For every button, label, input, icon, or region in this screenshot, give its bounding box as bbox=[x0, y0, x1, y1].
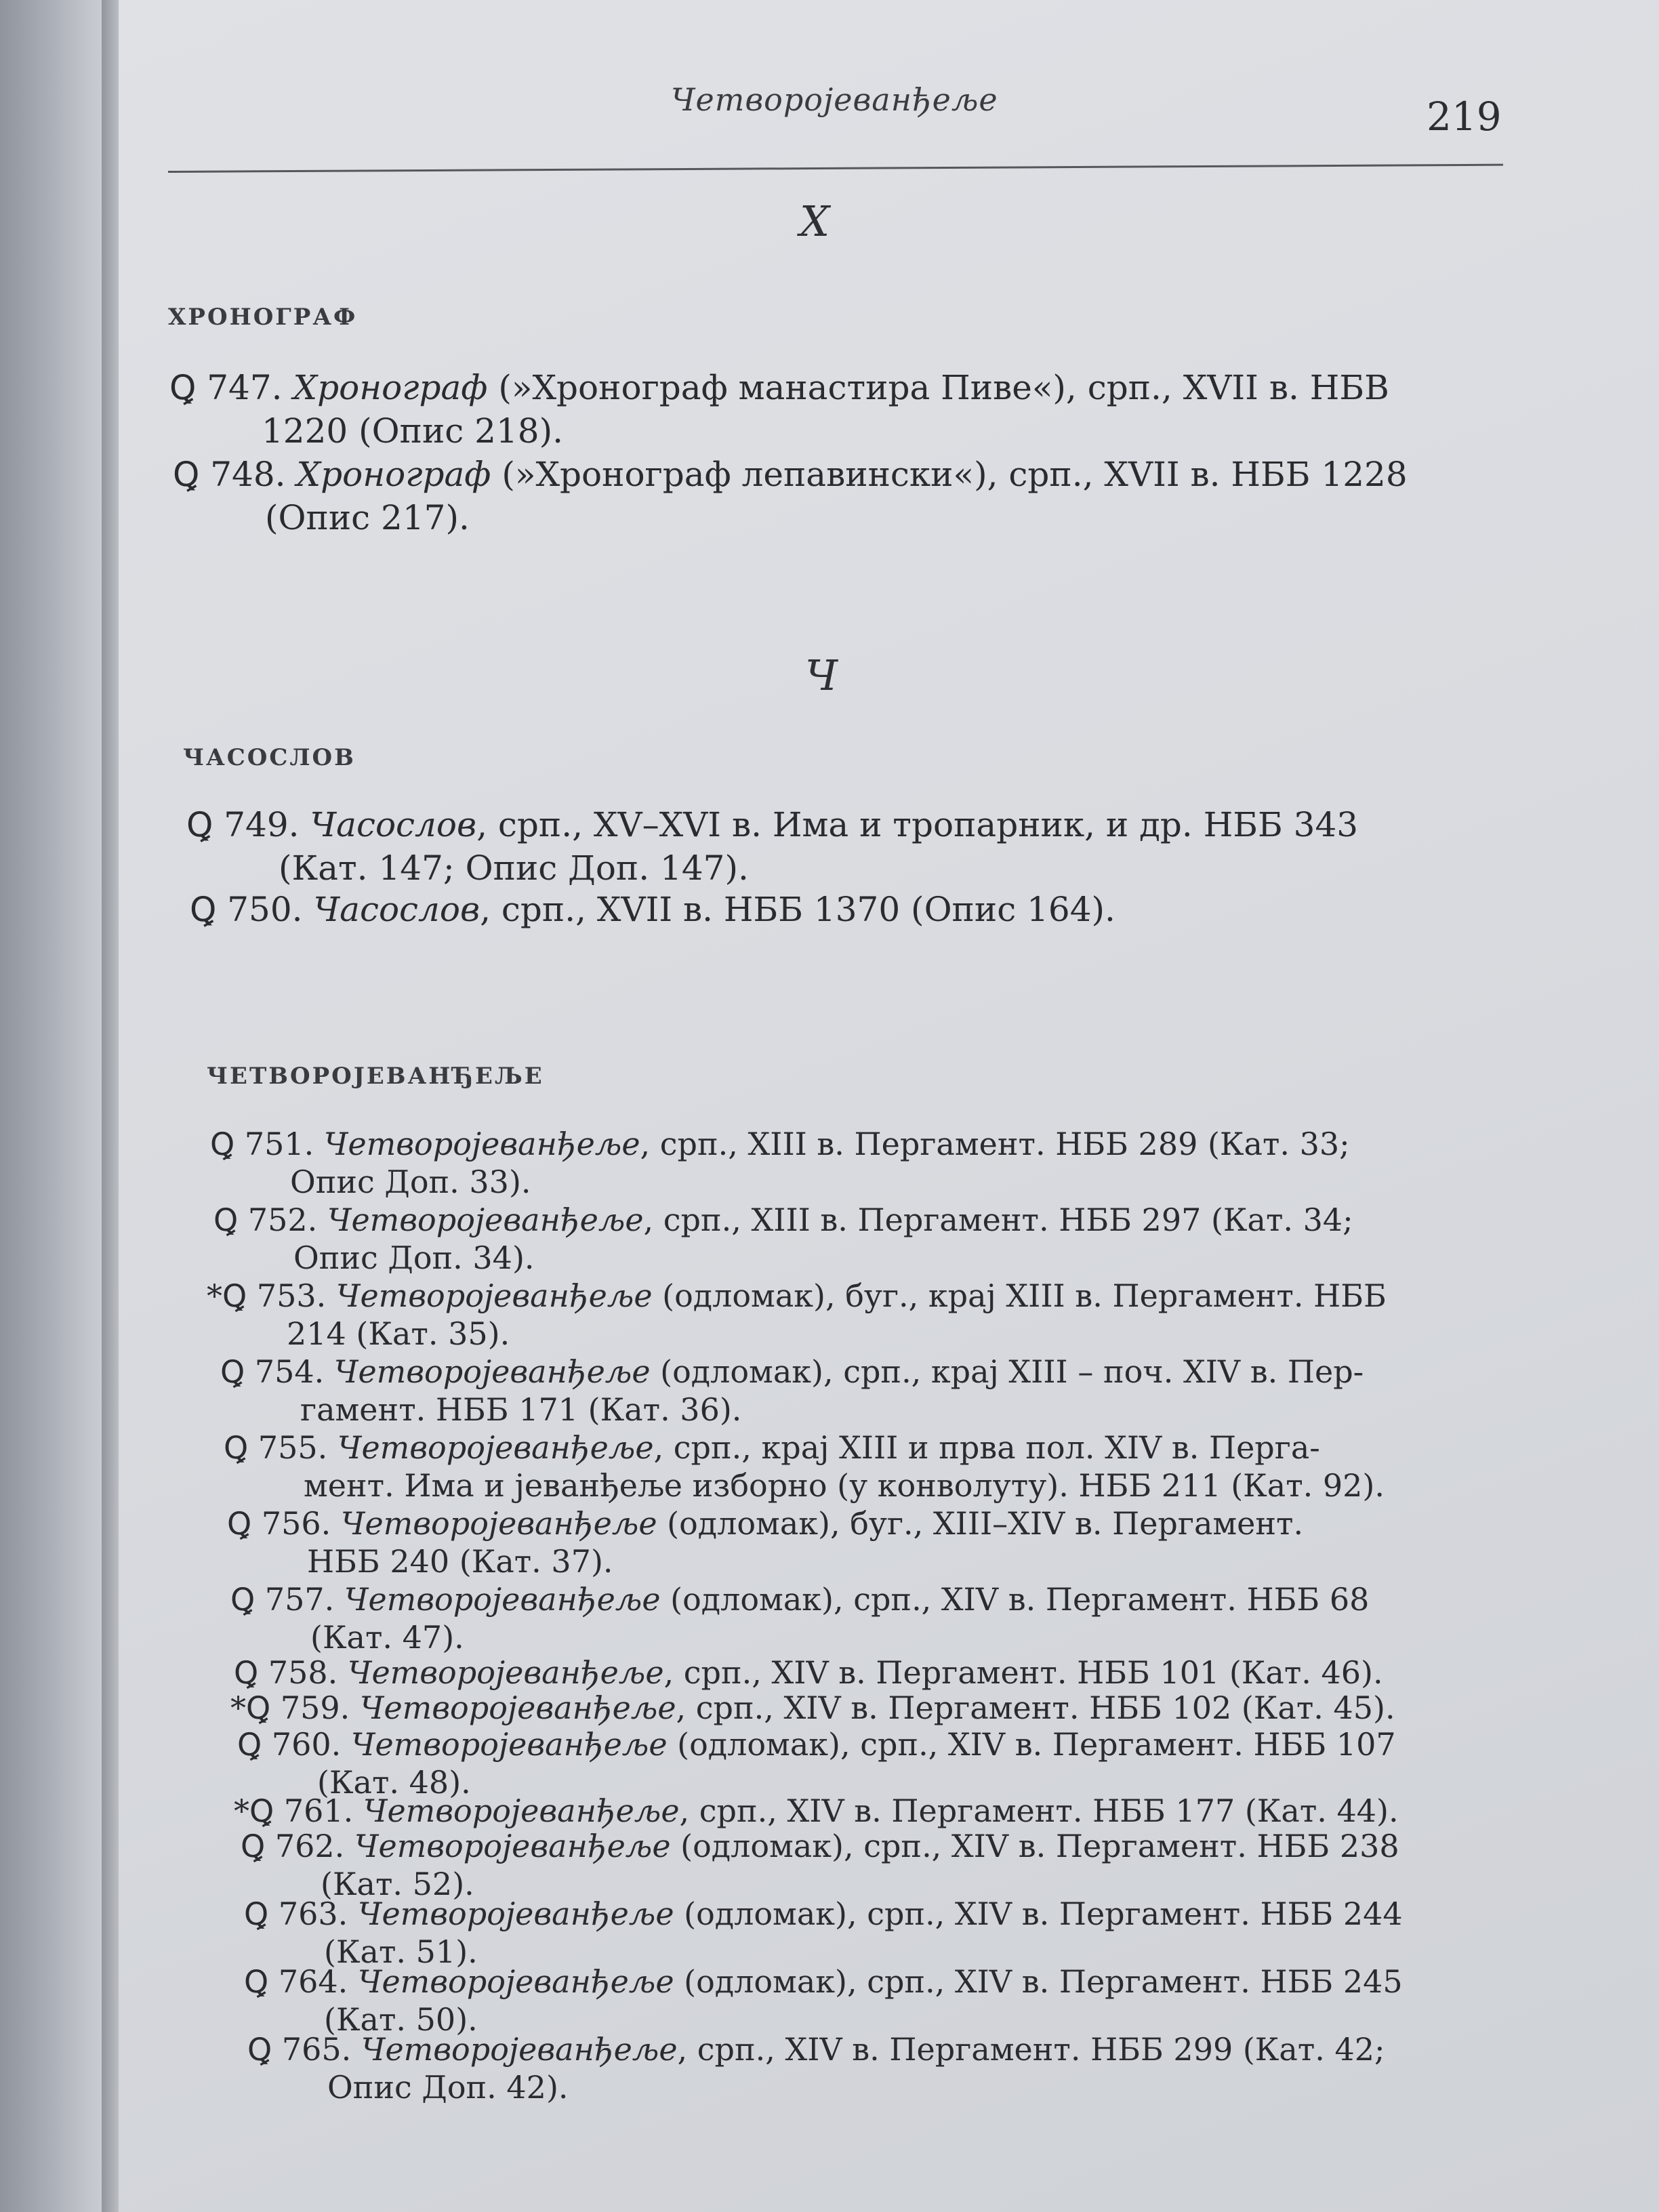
entry-continuation: (Кат. 50). bbox=[324, 2001, 478, 2038]
entry-text: , срп., XIV в. Пергамент. НББ 299 (Кат. 42; bbox=[677, 2031, 1385, 2068]
entry-title: Четворојеванђеље bbox=[327, 1202, 644, 1238]
entry-752 bbox=[213, 1201, 1353, 1277]
entry-continuation: (Кат. 147; Опис Доп. 147). bbox=[279, 848, 749, 888]
book-gutter bbox=[0, 0, 119, 2212]
entry-text: , срп., XIII в. Пергамент. НББ 289 (Кат. 33; bbox=[640, 1126, 1350, 1162]
entry-continuation: (Опис 217). bbox=[265, 498, 470, 537]
entry-continuation: (Кат. 47). bbox=[310, 1619, 464, 1656]
entry-number: Ꝗ 748. bbox=[173, 455, 286, 494]
entry-number: *Ꝗ 759. bbox=[230, 1689, 350, 1726]
entry-continuation: НББ 240 (Кат. 37). bbox=[307, 1543, 613, 1580]
entry-751 bbox=[210, 1125, 1350, 1201]
entry-number: Ꝗ 757. bbox=[230, 1581, 335, 1618]
entry-747 bbox=[169, 366, 1389, 453]
entry-title: Четворојеванђеље bbox=[354, 1828, 671, 1864]
entry-number: Ꝗ 756. bbox=[227, 1505, 331, 1542]
entry-continuation: 1220 (Опис 218). bbox=[262, 411, 564, 451]
entry-continuation: Опис Доп. 42). bbox=[327, 2069, 569, 2106]
entry-number: Ꝗ 762. bbox=[241, 1828, 345, 1864]
entry-number: Ꝗ 750. bbox=[190, 890, 303, 929]
entry-number: Ꝗ 755. bbox=[224, 1429, 328, 1466]
entry-759 bbox=[230, 1689, 1395, 1727]
entry-continuation: (Кат. 52). bbox=[321, 1866, 474, 1902]
entry-number: Ꝗ 760. bbox=[237, 1726, 342, 1763]
entry-number: Ꝗ 751. bbox=[210, 1126, 314, 1162]
entry-title: Четворојеванђеље bbox=[357, 1963, 674, 2000]
entry-text: (одломак), буг., XIII–XIV в. Пергамент. bbox=[657, 1505, 1304, 1542]
entry-continuation: Опис Доп. 33). bbox=[290, 1164, 531, 1200]
entry-title: Четворојеванђеље bbox=[359, 1689, 676, 1726]
entry-text: (одломак), срп., крај XIII – поч. XIV в. Пер- bbox=[650, 1353, 1364, 1390]
entry-number: Ꝗ 747. bbox=[169, 368, 283, 407]
entry-text: (одломак), срп., XIV в. Пергамент. НББ 245 bbox=[674, 1963, 1403, 2000]
entry-762 bbox=[241, 1827, 1399, 1903]
entry-title: Четворојеванђеље bbox=[333, 1353, 651, 1390]
entry-title: Четворојеванђеље bbox=[335, 1277, 653, 1314]
entry-text: , срп., XV–XVI в. Има и тропарник, и др. НББ 343 bbox=[476, 805, 1359, 844]
entry-text: , срп., XIV в. Пергамент. НББ 102 (Кат. 45). bbox=[676, 1689, 1395, 1726]
entry-continuation: (Кат. 51). bbox=[324, 1933, 478, 1970]
entry-number: Ꝗ 752. bbox=[213, 1202, 318, 1238]
entry-title: Четворојеванђеље bbox=[340, 1505, 657, 1542]
section-heading-chasoslov: ЧАСОСЛОВ bbox=[183, 744, 356, 771]
entry-continuation: мент. Има и јеванђеље изборно (у конволуту). НББ 211 (Кат. 92). bbox=[304, 1467, 1385, 1504]
entry-749 bbox=[186, 803, 1358, 890]
entry-text: (»Хронограф лепавински«), срп., XVII в. НББ 1228 bbox=[491, 455, 1408, 494]
section-letter-h: Х bbox=[800, 197, 830, 246]
entry-number: Ꝗ 754. bbox=[220, 1353, 325, 1390]
entry-title: Часослов bbox=[313, 890, 480, 929]
entry-title: Четворојеванђеље bbox=[337, 1429, 654, 1466]
entry-757 bbox=[230, 1580, 1369, 1656]
entry-title: Четворојеванђеље bbox=[357, 1896, 674, 1932]
entry-763 bbox=[244, 1895, 1403, 1971]
entry-title: Четворојеванђеље bbox=[350, 1726, 668, 1763]
entry-text: (одломак), срп., XIV в. Пергамент. НББ 68 bbox=[660, 1581, 1370, 1618]
entry-text: , срп., XIV в. Пергамент. НББ 177 (Кат. 44). bbox=[679, 1793, 1399, 1829]
page-number: 219 bbox=[1427, 94, 1502, 140]
section-heading-chetvorojevandjelje: ЧЕТВОРОЈЕВАНЂЕЉЕ bbox=[207, 1063, 544, 1090]
entry-continuation: гамент. НББ 171 (Кат. 36). bbox=[300, 1391, 742, 1428]
entry-continuation: (Кат. 48). bbox=[317, 1764, 471, 1801]
entry-text: , срп., крај XIII и прва пол. XIV в. Перга- bbox=[653, 1429, 1320, 1466]
entry-number: Ꝗ 764. bbox=[244, 1963, 348, 2000]
entry-title: Четворојеванђеље bbox=[344, 1581, 661, 1618]
entry-760 bbox=[237, 1725, 1396, 1801]
entry-761 bbox=[234, 1792, 1399, 1830]
entry-text: (одломак), срп., XIV в. Пергамент. НББ 238 bbox=[670, 1828, 1399, 1864]
entry-continuation: 214 (Кат. 35). bbox=[287, 1315, 510, 1352]
section-letter-ch: Ч bbox=[805, 651, 838, 700]
entry-753 bbox=[207, 1277, 1387, 1353]
entry-number: Ꝗ 763. bbox=[244, 1896, 348, 1932]
running-header: Четворојеванђеље bbox=[671, 81, 998, 118]
entry-754 bbox=[220, 1353, 1364, 1429]
entry-text: , срп., XIV в. Пергамент. НББ 101 (Кат. 46). bbox=[663, 1654, 1383, 1691]
entry-text: (одломак), срп., XIV в. Пергамент. НББ 107 bbox=[667, 1726, 1396, 1763]
entry-750 bbox=[190, 888, 1115, 931]
entry-number: Ꝗ 749. bbox=[186, 805, 300, 844]
entry-number: Ꝗ 758. bbox=[234, 1654, 338, 1691]
entry-756 bbox=[227, 1504, 1303, 1580]
entry-continuation: Опис Доп. 34). bbox=[293, 1240, 535, 1276]
entry-text: (одломак), срп., XIV в. Пергамент. НББ 244 bbox=[674, 1896, 1403, 1932]
entry-text: (одломак), буг., крај XIII в. Пергамент. НББ bbox=[652, 1277, 1387, 1314]
entry-text: , срп., XIII в. Пергамент. НББ 297 (Кат. 34; bbox=[643, 1202, 1353, 1238]
entry-758 bbox=[234, 1654, 1383, 1692]
entry-text: , срп., XVII в. НББ 1370 (Опис 164). bbox=[480, 890, 1115, 929]
section-heading-hronograf: ХРОНОГРАФ bbox=[168, 304, 358, 331]
entry-text: (»Хронограф манастира Пиве«), срп., XVII в. НБВ bbox=[487, 368, 1389, 407]
entry-number: *Ꝗ 753. bbox=[207, 1277, 327, 1314]
entry-title: Четворојеванђеље bbox=[363, 1793, 680, 1829]
entry-765 bbox=[247, 2030, 1385, 2106]
entry-755 bbox=[224, 1429, 1385, 1504]
entry-number: *Ꝗ 761. bbox=[234, 1793, 354, 1829]
entry-748 bbox=[173, 453, 1408, 539]
entry-title: Часослов bbox=[310, 805, 477, 844]
entry-title: Хронограф bbox=[293, 368, 488, 407]
entry-764 bbox=[244, 1963, 1403, 2039]
entry-title: Хронограф bbox=[296, 455, 491, 494]
entry-number: Ꝗ 765. bbox=[247, 2031, 352, 2068]
entry-title: Четворојеванђеље bbox=[347, 1654, 664, 1691]
entry-title: Четворојеванђеље bbox=[323, 1126, 640, 1162]
entry-title: Четворојеванђеље bbox=[361, 2031, 678, 2068]
